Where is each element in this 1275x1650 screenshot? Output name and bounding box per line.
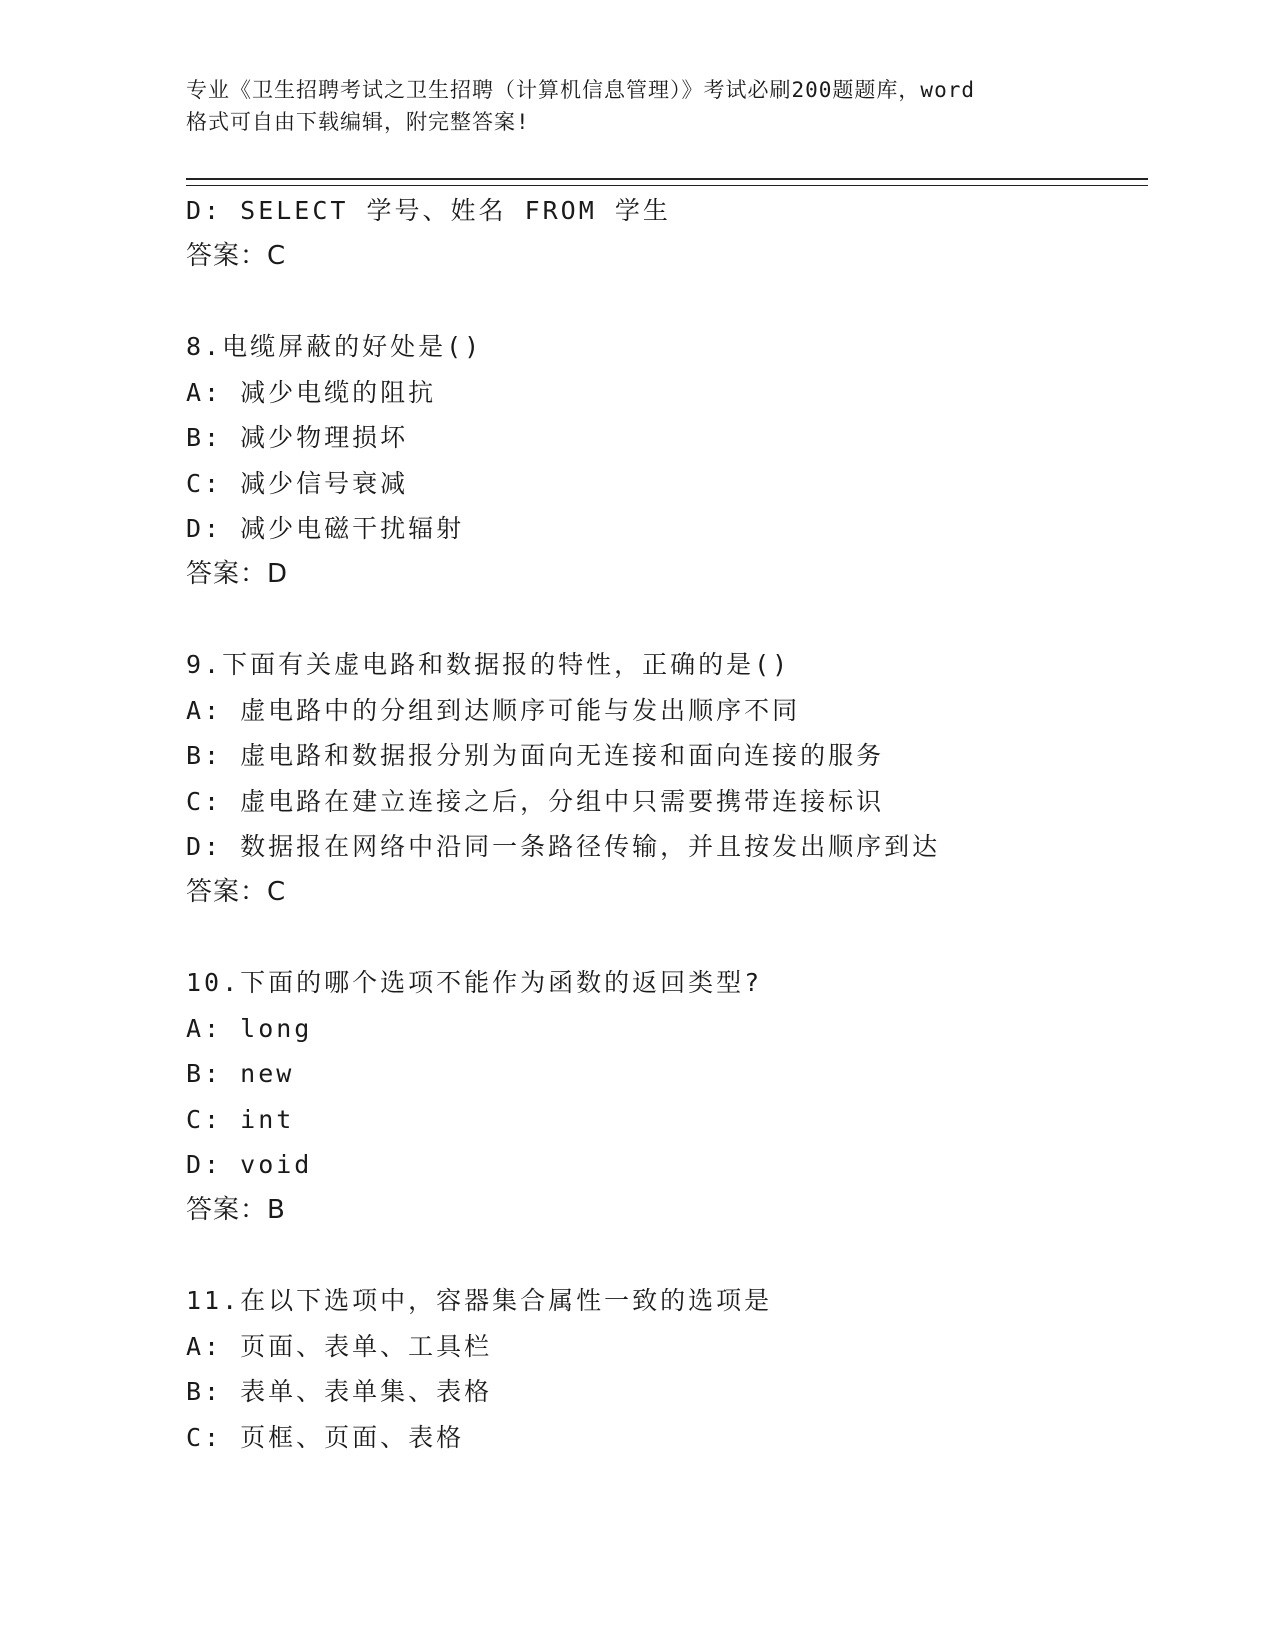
question-stem: 8.电缆屏蔽的好处是() (186, 332, 483, 361)
question-list (186, 188, 1146, 1460)
prev-answer: 答案：C (186, 240, 287, 271)
question-11 (186, 1278, 1146, 1460)
question-10 (186, 960, 1146, 1233)
document-header (186, 74, 1086, 138)
header-title-line-1: 专业《卫生招聘考试之卫生招聘（计算机信息管理）》考试必刷200题题库，word (186, 78, 975, 102)
prev-option-d: D: SELECT 学号、姓名 FROM 学生 (186, 196, 671, 225)
question-stem: 11.在以下选项中，容器集合属性一致的选项是 (186, 1286, 773, 1315)
option-c: C: 页框、页面、表格 (186, 1422, 465, 1452)
option-b: B: 表单、表单集、表格 (186, 1377, 493, 1406)
option-d: D: 减少电磁干扰辐射 (186, 514, 465, 543)
question-stem: 10.下面的哪个选项不能作为函数的返回类型? (186, 968, 763, 997)
answer: 答案：D (186, 558, 289, 589)
answer: 答案：B (186, 1194, 286, 1225)
option-a: A: 虚电路中的分组到达顺序可能与发出顺序不同 (186, 695, 801, 725)
option-d: D: 数据报在网络中沿同一条路径传输，并且按发出顺序到达 (186, 832, 941, 861)
option-c: C: 虚电路在建立连接之后，分组中只需要携带连接标识 (186, 786, 885, 816)
option-c: C: int (186, 1104, 295, 1134)
header-title-line-2: 格式可自由下载编辑，附完整答案! (186, 110, 530, 134)
option-a: A: 页面、表单、工具栏 (186, 1331, 493, 1361)
answer: 答案：C (186, 876, 287, 907)
option-b: B: 减少物理损坏 (186, 423, 409, 452)
question-8 (186, 324, 1146, 597)
option-c: C: 减少信号衰减 (186, 468, 409, 498)
option-a: A: 减少电缆的阻抗 (186, 377, 437, 407)
question-stem: 9.下面有关虚电路和数据报的特性，正确的是() (186, 650, 791, 679)
option-d: D: void (186, 1150, 313, 1179)
question-9 (186, 642, 1146, 915)
option-b: B: 虚电路和数据报分别为面向无连接和面向连接的服务 (186, 741, 885, 770)
option-b: B: new (186, 1059, 295, 1088)
header-rule (186, 178, 1148, 186)
option-a: A: long (186, 1013, 313, 1043)
